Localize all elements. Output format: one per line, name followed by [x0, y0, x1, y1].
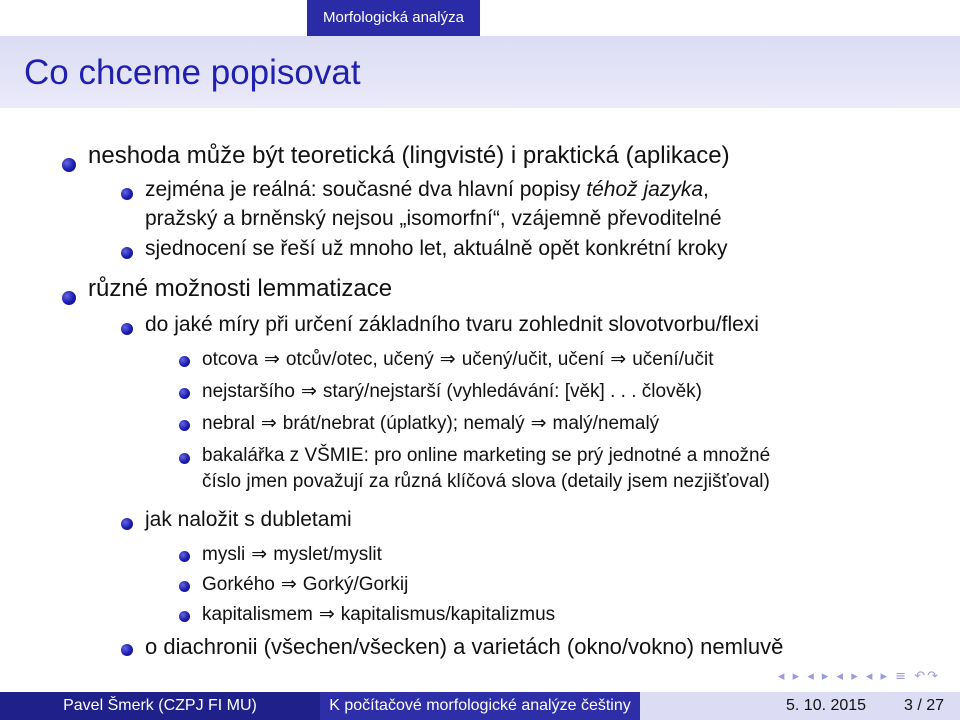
list-item — [202, 573, 408, 596]
implies-arrow-icon: ⇒ — [439, 348, 456, 370]
bullet-icon — [121, 247, 133, 259]
item-text: mysli — [202, 544, 246, 565]
item-text: číslo jmen považují za různá klíčová slova (detaily jsem nezjišťoval) — [202, 471, 770, 492]
bullet-icon — [62, 158, 76, 172]
list-item — [145, 178, 709, 202]
implies-arrow-icon: ⇒ — [530, 412, 547, 434]
item-text: sjednocení se řeší už mnoho let, aktuálně opět konkrétní kroky — [145, 237, 728, 260]
footer-date: 5. 10. 2015 — [786, 697, 867, 714]
item-text: jak naložit s dubletami — [145, 508, 352, 531]
item-text: Gorký/Gorkij — [302, 574, 409, 595]
top-navigation-bar — [0, 0, 960, 36]
bullet-icon — [62, 291, 76, 305]
item-text: pražský a brněnský nejsou „isomorfní“, vzájemně převoditelné — [145, 207, 722, 230]
footer-page-number: 3 / 27 — [903, 697, 944, 714]
footer-title: K počítačové morfologické analýze češtiny — [320, 692, 640, 720]
bullet-icon — [179, 581, 190, 592]
implies-arrow-icon: ⇒ — [280, 573, 297, 595]
list-item — [202, 412, 659, 435]
list-item — [202, 445, 770, 467]
item-text: bakalářka z VŠMIE: pro online marketing se prý jednotné a množné — [202, 445, 771, 466]
implies-arrow-icon: ⇒ — [318, 603, 335, 625]
item-text: starý/nejstarší (vyhledávání: [věk] . . . člověk) — [322, 381, 702, 402]
list-item-continuation — [145, 207, 722, 231]
item-text: do jaké míry při určení základního tvaru zohlednit slovotvorbu/flexi — [145, 313, 759, 336]
list-item — [145, 313, 759, 337]
beamer-navigation-controls[interactable]: ◂ ▸ ◂ ▸ ◂ ▸ ◂ ▸ ≡ ↶↷ — [777, 669, 940, 684]
bullet-icon — [179, 356, 190, 367]
list-item — [145, 237, 728, 261]
bullet-icon — [121, 644, 133, 656]
item-text: malý/nemalý — [552, 413, 660, 434]
item-text: o diachronii (všechen/všecken) a varietách (okno/vokno) nemluvě — [145, 634, 784, 659]
list-item — [145, 634, 783, 660]
footer-date-page — [640, 692, 960, 720]
topbar-right-empty — [480, 0, 960, 36]
item-text: nejstaršího — [202, 381, 295, 402]
list-item — [88, 275, 392, 303]
item-text: kapitalismem — [202, 604, 313, 625]
implies-arrow-icon: ⇒ — [251, 543, 268, 565]
item-text: učený/učit, učení — [461, 349, 605, 370]
section-title[interactable]: Morfologická analýza — [307, 0, 480, 36]
item-text: brát/nebrat (úplatky); nemalý — [282, 413, 525, 434]
bullet-icon — [179, 453, 190, 464]
bullet-icon — [179, 551, 190, 562]
list-item — [202, 603, 555, 626]
bullet-icon — [179, 388, 190, 399]
item-text: otcova — [202, 349, 258, 370]
topbar-left-empty — [0, 0, 307, 36]
slide-content — [0, 108, 960, 668]
item-text: myslet/myslit — [273, 544, 382, 565]
item-text: , — [703, 178, 709, 201]
item-emphasis: téhož jazyka — [586, 178, 704, 201]
list-item — [202, 380, 702, 403]
item-text: nebral — [202, 413, 255, 434]
frame-title-bar — [0, 36, 960, 108]
list-item-continuation — [202, 471, 770, 493]
implies-arrow-icon: ⇒ — [260, 412, 277, 434]
slide-title: Co chceme popisovat — [24, 53, 361, 92]
item-text: otcův/otec, učený — [285, 349, 434, 370]
bullet-icon — [179, 611, 190, 622]
footer-author: Pavel Šmerk (CZPJ FI MU) — [0, 692, 320, 720]
bullet-icon — [121, 323, 133, 335]
footer-bar — [0, 692, 960, 720]
bullet-icon — [121, 188, 133, 200]
list-item — [88, 142, 730, 170]
bullet-icon — [179, 420, 190, 431]
item-text: kapitalismus/kapitalizmus — [340, 604, 556, 625]
list-item — [202, 348, 714, 371]
implies-arrow-icon: ⇒ — [263, 348, 280, 370]
item-text: učení/učit — [632, 349, 714, 370]
item-text: zejména je reálná: současné dva hlavní popisy — [145, 178, 587, 201]
bullet-icon — [121, 518, 133, 530]
item-text: různé možnosti lemmatizace — [88, 275, 393, 302]
implies-arrow-icon: ⇒ — [610, 348, 627, 370]
item-text: neshoda může být teoretická (lingvisté) i praktická (aplikace) — [88, 142, 730, 169]
list-item — [145, 508, 352, 532]
implies-arrow-icon: ⇒ — [300, 380, 317, 402]
list-item — [202, 543, 382, 566]
item-text: Gorkého — [202, 574, 275, 595]
